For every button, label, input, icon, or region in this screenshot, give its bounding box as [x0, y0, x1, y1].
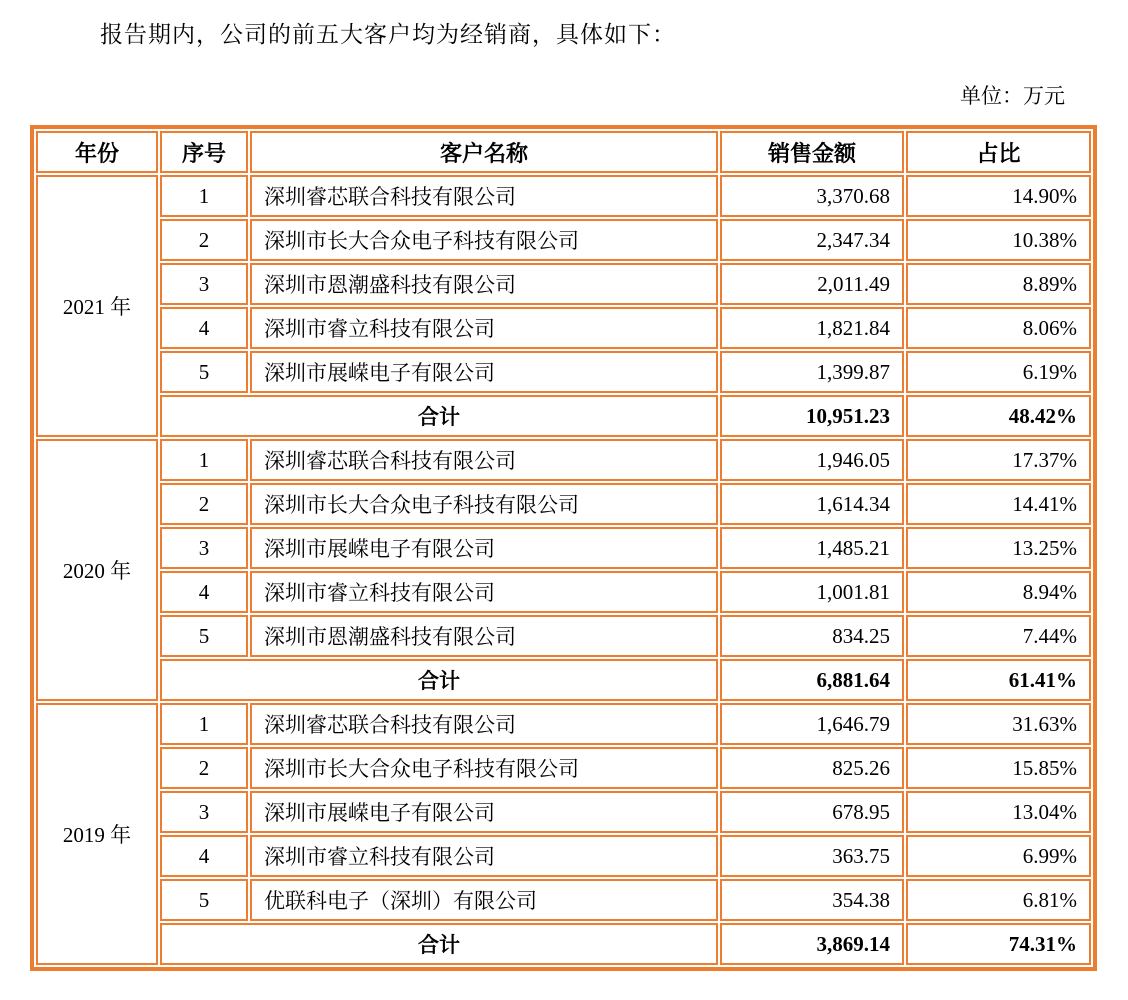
share-cell: 14.90% [906, 175, 1091, 217]
amount-cell: 2,011.49 [720, 263, 904, 305]
col-header-index: 序号 [160, 131, 248, 173]
amount-cell: 1,946.05 [720, 439, 904, 481]
amount-cell: 834.25 [720, 615, 904, 657]
table-row [36, 307, 1091, 349]
table-row [36, 527, 1091, 569]
table-row [36, 263, 1091, 305]
customer-cell: 深圳市展嵘电子有限公司 [250, 527, 718, 569]
table-row [36, 879, 1091, 921]
total-row [36, 659, 1091, 701]
rank-cell: 4 [160, 835, 248, 877]
amount-cell: 678.95 [720, 791, 904, 833]
amount-cell: 1,646.79 [720, 703, 904, 745]
amount-cell: 2,347.34 [720, 219, 904, 261]
share-cell: 8.94% [906, 571, 1091, 613]
total-label-cell: 合计 [160, 923, 718, 965]
table-row [36, 571, 1091, 613]
intro-paragraph: 报告期内，公司的前五大客户均为经销商，具体如下： [100, 22, 676, 47]
amount-cell: 3,370.68 [720, 175, 904, 217]
amount-cell: 354.38 [720, 879, 904, 921]
customer-cell: 深圳市长大合众电子科技有限公司 [250, 483, 718, 525]
table-row [36, 747, 1091, 789]
customer-cell: 深圳市恩潮盛科技有限公司 [250, 615, 718, 657]
table-row [36, 835, 1091, 877]
rank-cell: 2 [160, 219, 248, 261]
rank-cell: 3 [160, 527, 248, 569]
share-cell: 14.41% [906, 483, 1091, 525]
share-cell: 15.85% [906, 747, 1091, 789]
table-row [36, 483, 1091, 525]
table-row [36, 219, 1091, 261]
amount-cell: 1,001.81 [720, 571, 904, 613]
customer-cell: 深圳市睿立科技有限公司 [250, 835, 718, 877]
customer-cell: 深圳市恩潮盛科技有限公司 [250, 263, 718, 305]
share-cell: 6.19% [906, 351, 1091, 393]
customer-cell: 深圳市展嵘电子有限公司 [250, 791, 718, 833]
customer-cell: 优联科电子（深圳）有限公司 [250, 879, 718, 921]
col-header-customer: 客户名称 [250, 131, 718, 173]
amount-cell: 825.26 [720, 747, 904, 789]
share-cell: 8.06% [906, 307, 1091, 349]
customer-cell: 深圳市展嵘电子有限公司 [250, 351, 718, 393]
table-row [36, 703, 1091, 745]
year-cell-2020: 2020 年 [36, 439, 158, 701]
amount-cell: 1,821.84 [720, 307, 904, 349]
table-row [36, 439, 1091, 481]
customer-cell: 深圳市长大合众电子科技有限公司 [250, 219, 718, 261]
customer-cell: 深圳市长大合众电子科技有限公司 [250, 747, 718, 789]
total-amount-cell: 3,869.14 [720, 923, 904, 965]
rank-cell: 4 [160, 307, 248, 349]
total-row [36, 395, 1091, 437]
customer-cell: 深圳市睿立科技有限公司 [250, 571, 718, 613]
share-cell: 6.99% [906, 835, 1091, 877]
total-share-cell: 61.41% [906, 659, 1091, 701]
rank-cell: 2 [160, 747, 248, 789]
top-customers-table [30, 125, 1097, 971]
rank-cell: 3 [160, 791, 248, 833]
total-label-cell: 合计 [160, 395, 718, 437]
table-row [36, 351, 1091, 393]
rank-cell: 5 [160, 615, 248, 657]
share-cell: 13.04% [906, 791, 1091, 833]
total-row [36, 923, 1091, 965]
table-row [36, 175, 1091, 217]
share-cell: 8.89% [906, 263, 1091, 305]
amount-cell: 1,399.87 [720, 351, 904, 393]
total-label-cell: 合计 [160, 659, 718, 701]
rank-cell: 5 [160, 879, 248, 921]
share-cell: 31.63% [906, 703, 1091, 745]
customer-cell: 深圳市睿立科技有限公司 [250, 307, 718, 349]
header-row [36, 131, 1091, 173]
share-cell: 10.38% [906, 219, 1091, 261]
year-cell-2021: 2021 年 [36, 175, 158, 437]
rank-cell: 1 [160, 439, 248, 481]
rank-cell: 2 [160, 483, 248, 525]
share-cell: 17.37% [906, 439, 1091, 481]
table-row [36, 791, 1091, 833]
customer-cell: 深圳睿芯联合科技有限公司 [250, 175, 718, 217]
amount-cell: 1,485.21 [720, 527, 904, 569]
customer-cell: 深圳睿芯联合科技有限公司 [250, 703, 718, 745]
share-cell: 7.44% [906, 615, 1091, 657]
unit-label: 单位：万元 [960, 84, 1065, 108]
table-row [36, 615, 1091, 657]
rank-cell: 4 [160, 571, 248, 613]
rank-cell: 5 [160, 351, 248, 393]
rank-cell: 1 [160, 703, 248, 745]
col-header-year: 年份 [36, 131, 158, 173]
total-amount-cell: 6,881.64 [720, 659, 904, 701]
rank-cell: 3 [160, 263, 248, 305]
share-cell: 6.81% [906, 879, 1091, 921]
total-share-cell: 74.31% [906, 923, 1091, 965]
customer-cell: 深圳睿芯联合科技有限公司 [250, 439, 718, 481]
share-cell: 13.25% [906, 527, 1091, 569]
total-share-cell: 48.42% [906, 395, 1091, 437]
amount-cell: 1,614.34 [720, 483, 904, 525]
col-header-amount: 销售金额 [720, 131, 904, 173]
total-amount-cell: 10,951.23 [720, 395, 904, 437]
year-cell-2019: 2019 年 [36, 703, 158, 965]
rank-cell: 1 [160, 175, 248, 217]
amount-cell: 363.75 [720, 835, 904, 877]
col-header-share: 占比 [906, 131, 1091, 173]
